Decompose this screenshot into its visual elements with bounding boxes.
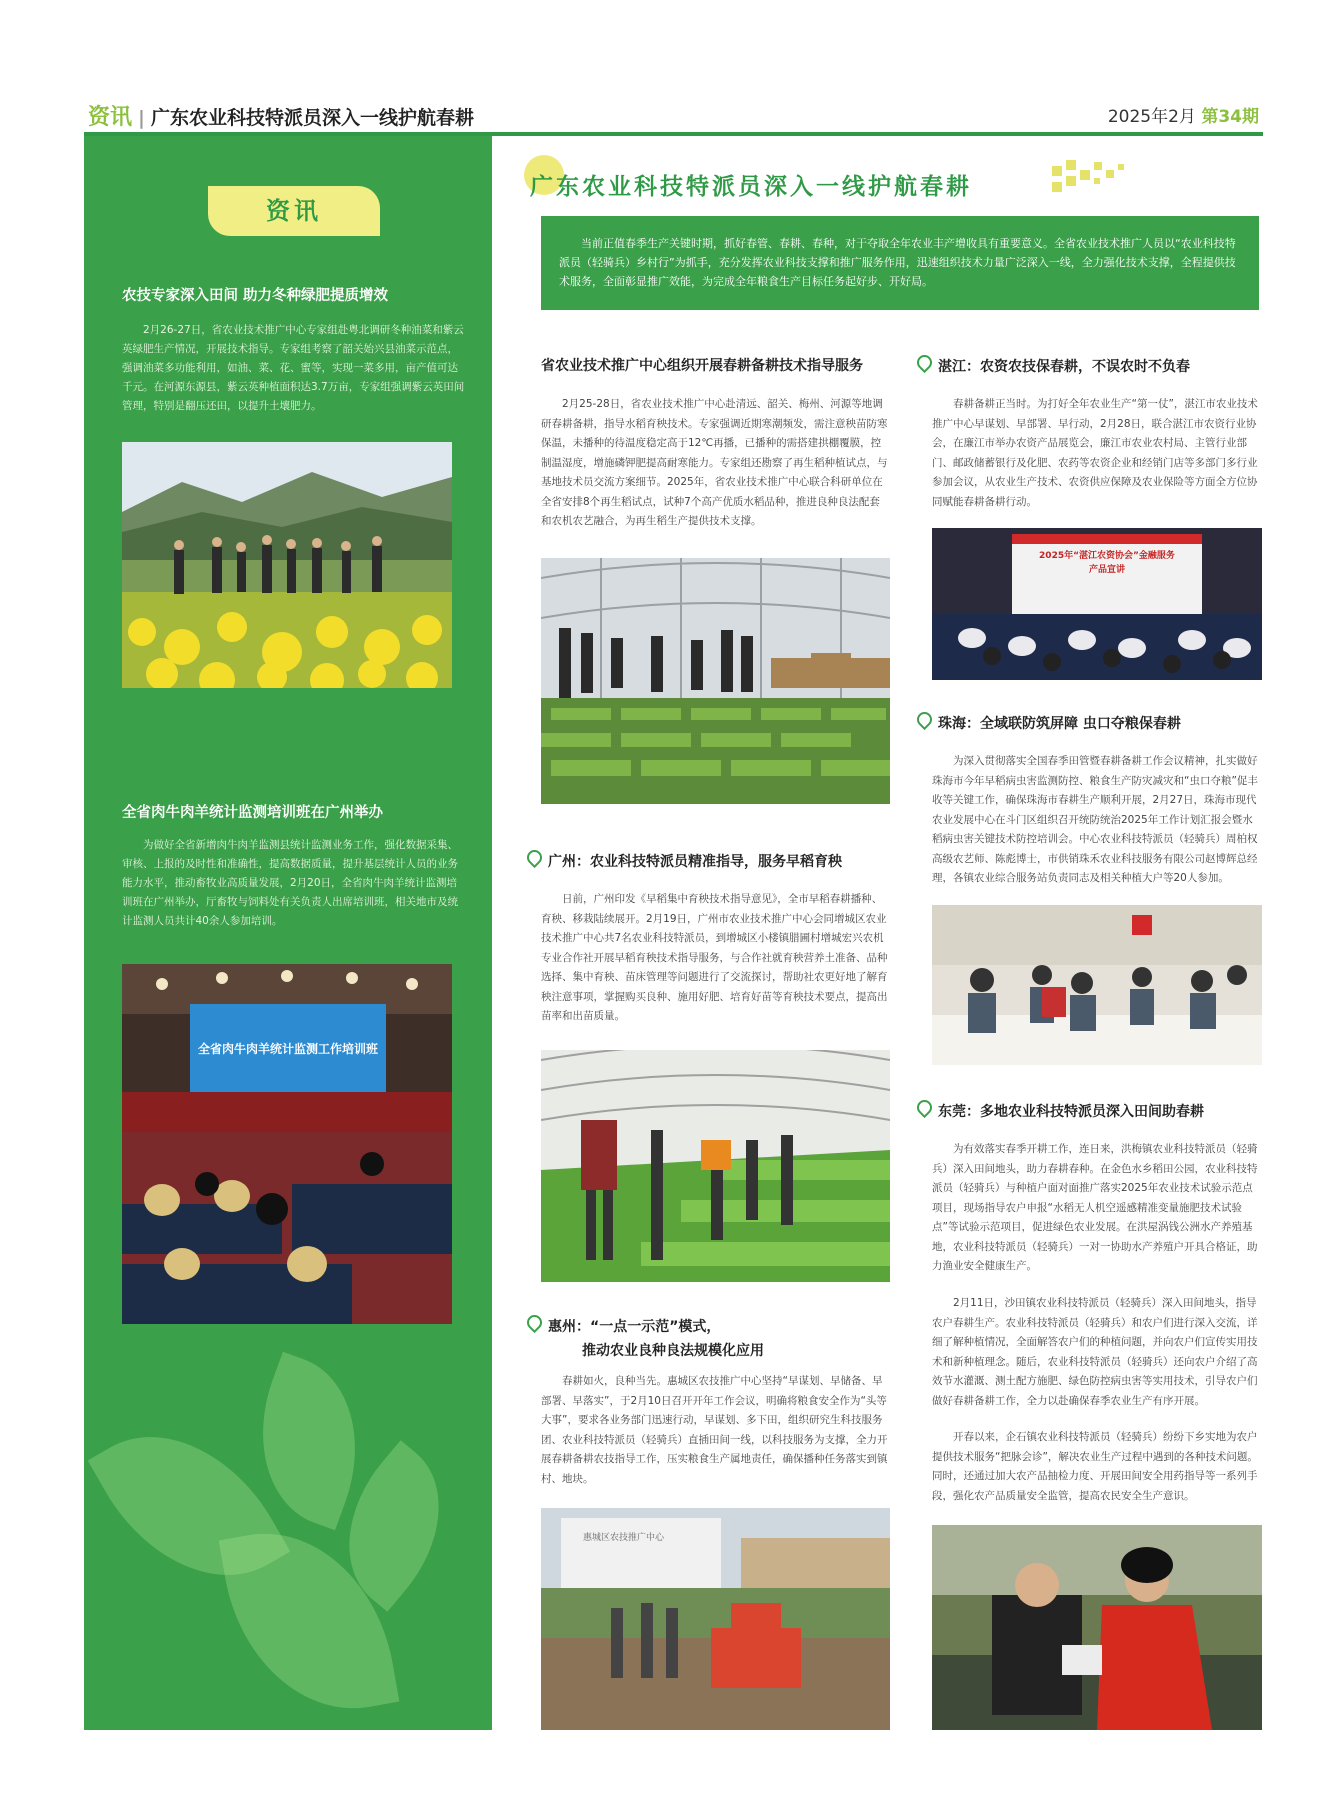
conference-banner-line1: 2025年“湛江农资协会”金融服务: [1039, 551, 1175, 561]
building-sign-text: 惠城区农技推广中心: [583, 1533, 665, 1543]
dongguan-article-body-1: 为有效落实春季开耕工作，连日来，洪梅镇农业科技特派员（轻骑兵）深入田间地头，助力春耕春种。在金色水乡稻田公园，农业科技特派员（轻骑兵）与种植户面对面推广落实2025年农业技术试验示范点项目，现场指导农户申报“水稻无人机空遥感精准变量施肥技术试验点”等试验示范项目，促进绿色农业发展。在洪屋涡钱公洲水产养殖基地，农业科技特派员（轻骑兵）一对一协助水产养殖户开具合格证，助力渔业安全健康生产。: [932, 1143, 1258, 1272]
training-meeting-photo: [122, 964, 452, 1324]
guangzhou-article-title: 广州：农业科技特派员精准指导，服务早稻育秧: [527, 850, 842, 871]
huizhou-article-body: 春耕如火，良种当先。惠城区农技推广中心坚持“早谋划、早储备、早部署、早落实”，于2月10日召开开年工作会议，明确将粮食安全作为“头等大事”，要求各业务部门迅速行动，早谋划、多下田，组织研究生科技服务团、农业科技特派员（轻骑兵）直插田间一线，以科技服务为支撑，全力开展春耕备耕农技指导工作，压实粮食生产属地责任，确保播种任务落实到镇村、地块。: [541, 1375, 888, 1485]
zhuhai-article-body: 为深入贯彻落实全国春季田管暨春耕备耕工作会议精神，扎实做好珠海市今年早稻病虫害监测防控、粮食生产防灾减灾和“虫口夺粮”促丰收等关键工作，确保珠海市春耕生产顺利开展，2月27日，珠海市现代农业发展中心在斗门区组织召开统防统治2025年工作计划汇报会暨水稻病虫害关键技术防控培训会。中心农业科技特派员（轻骑兵）周柏权高级农艺师、陈彪博士，市供销珠禾农业科技服务有限公司赵博辉总经理，各镇农业综合服务站负责同志及相关种植大户等20人参加。: [932, 755, 1258, 884]
feature-title: 广东农业科技特派员深入一线护航春耕: [530, 174, 972, 200]
pest-control-training-photo: [932, 905, 1262, 1065]
greenhouse-seedling-photo: [541, 558, 890, 804]
location-pin-icon: [524, 1312, 545, 1333]
rapeseed-field-photo: [122, 442, 452, 688]
location-pin-icon: [914, 1097, 935, 1118]
location-pin-icon: [914, 352, 935, 373]
header-title: 广东农业科技特派员深入一线护航春耕: [150, 107, 474, 129]
zhanjiang-article-body: 春耕备耕正当时。为打好全年农业生产“第一仗”，湛江市农业技术推广中心早谋划、早部署、早行动，2月28日，联合湛江市农资行业协会，在廉江市举办农资产品展览会，廉江市农业农村局、主管行业部门、邮政储蓄银行及化肥、农药等农资企业和经销门店等多部门多行业参加会议，从农业生产技术、农资供应保障及农业保险等方面全方位协同赋能春耕备耕行动。: [932, 398, 1258, 508]
news-sidebar: [84, 136, 492, 1730]
sidebar-article1-body: 2月26-27日，省农业技术推广中心专家组赴粤北调研冬种油菜和紫云英绿肥生产情况，开展技术指导。专家组考察了韶关始兴县油菜示范点，强调油菜多功能利用，如油、菜、花、蜜等，实现一菜多用，亩产值可达千元。在河源东源县，紫云英种植面积达3.7万亩，专家组强调紫云英田间管理，特别是翻压还田，以提升土壤肥力。: [122, 324, 465, 412]
page-margin: [0, 1730, 1339, 1800]
province-article-body: 2月25-28日，省农业技术推广中心赴清远、韶关、梅州、河源等地调研春耕备耕，指导水稻育秧技术。专家强调近期寒潮频发，需注意秧苗防寒保温，未播种的待温度稳定高于12℃再播，已播种的需搭建拱棚覆膜，控制温湿度，增施磷钾肥提高耐寒能力。专家组还勘察了再生稻种植试点，与基地技术员交流方案细节。2025年，省农业技术推广中心联合科研单位在全省安排8个再生稻试点，试种7个高产优质水稻品种，推进良种良法配套和农机农艺融合，为再生稻生产提供技术支撑。: [541, 398, 888, 527]
zhanjiang-article-title: 湛江：农资农技保春耕，不误农时不负春: [917, 355, 1190, 376]
issue-date: 2025年2月: [1107, 107, 1196, 127]
dongguan-article-body-3: 开春以来，企石镇农业科技特派员（轻骑兵）纷纷下乡实地为农户提供技术服务“把脉会诊”，解决农业生产过程中遇到的各种技术问题。同时，还通过加大农产品抽检力度、开展田间安全用药指导等一系列手段，强化农产品质量安全监管，提高农民安全生产意识。: [932, 1431, 1258, 1502]
agri-supply-conference-photo: [932, 528, 1262, 680]
header-separator: |: [138, 107, 145, 129]
guangzhou-article-body: 日前，广州印发《早稻集中育秧技术指导意见》，全市早稻春耕播种、育秧、移栽陆续展开。2月19日，广州市农业技术推广中心会同增城区农业技术推广中心共7名农业科技特派员，到增城区小楼镇腊圃村增城宏兴农机专业合作社开展早稻育秧技术指导服务，与合作社就育秧营养土准备、品种选择、集中育秧、苗床管理等问题进行了交流探讨，帮助社农更好地了解育秧注意事项，掌握购买良种、施用好肥、培育好苗等育秧技术要点，提高出苗率和出苗质量。: [541, 893, 888, 1022]
sidebar-article2-title: 全省肉牛肉羊统计监测培训班在广州举办: [122, 805, 383, 821]
zhuhai-article-title: 珠海：全域联防筑屏障 虫口夺粮保春耕: [917, 712, 1181, 733]
issue-info: [1108, 102, 1259, 127]
section-label: 资讯: [88, 105, 133, 130]
sidebar-article1-title: 农技专家深入田间 助力冬种绿肥提质增效: [122, 288, 389, 304]
huizhou-article-title: 惠州：“一点一示范”模式， 推动农业良种良法规模化应用: [527, 1315, 764, 1363]
rice-transplanter-photo: [541, 1508, 890, 1730]
issue-number: 第34期: [1201, 107, 1259, 127]
dongguan-article-body-2: 2月11日，沙田镇农业科技特派员（轻骑兵）深入田间地头，指导农户春耕生产。农业科技特派员（轻骑兵）和农户们进行深入交流，详细了解种植情况，全面解答农户们的种植问题，并向农户们宣传实用技术和新种植理念。随后，农业科技特派员（轻骑兵）还向农户介绍了高效节水灌溉、测土配方施肥、绿色防控病虫害等实用技术，引导农户们做好春耕备耕工作，全力以赴确保春季农业生产有序开展。: [932, 1297, 1258, 1407]
province-article-title: 省农业技术推广中心组织开展春耕备耕技术指导服务: [541, 358, 863, 374]
feature-intro: 当前正值春季生产关键时期，抓好春管、春耕、春种，对于夺取全年农业丰产增收具有重要意义。全省农业技术推广人员以“农业科技特派员（轻骑兵）乡村行”为抓手，充分发挥农业科技支撑和推广服务作用，迅速组织技术力量广泛深入一线，全力强化技术支撑，全程提供技术服务，全面彰显推广效能，为完成全年粮食生产目标任务起好步、开好局。: [541, 216, 1259, 310]
location-pin-icon: [524, 847, 545, 868]
conference-banner-line2: 产品宣讲: [1088, 565, 1125, 575]
seedling-inspection-photo: [541, 1050, 890, 1282]
sidebar-article2-body: 为做好全省新增肉牛肉羊监测县统计监测业务工作，强化数据采集、审核、上报的及时性和准确性，提高数据质量，提升基层统计人员的业务能力水平，推动畜牧业高质量发展，2月20日，全省肉牛肉羊统计监测培训班在广州举办，厅畜牧与饲料处有关负责人出席培训班，相关地市及统计监测人员共计40余人参加培训。: [122, 839, 458, 927]
field-consultation-photo: [932, 1525, 1262, 1730]
sidebar-badge: 资讯: [208, 186, 380, 236]
training-banner-text: 全省肉牛肉羊统计监测工作培训班: [197, 1042, 378, 1056]
running-header: [88, 100, 474, 131]
location-pin-icon: [914, 709, 935, 730]
dongguan-article-title: 东莞：多地农业科技特派员深入田间助春耕: [917, 1100, 1204, 1121]
